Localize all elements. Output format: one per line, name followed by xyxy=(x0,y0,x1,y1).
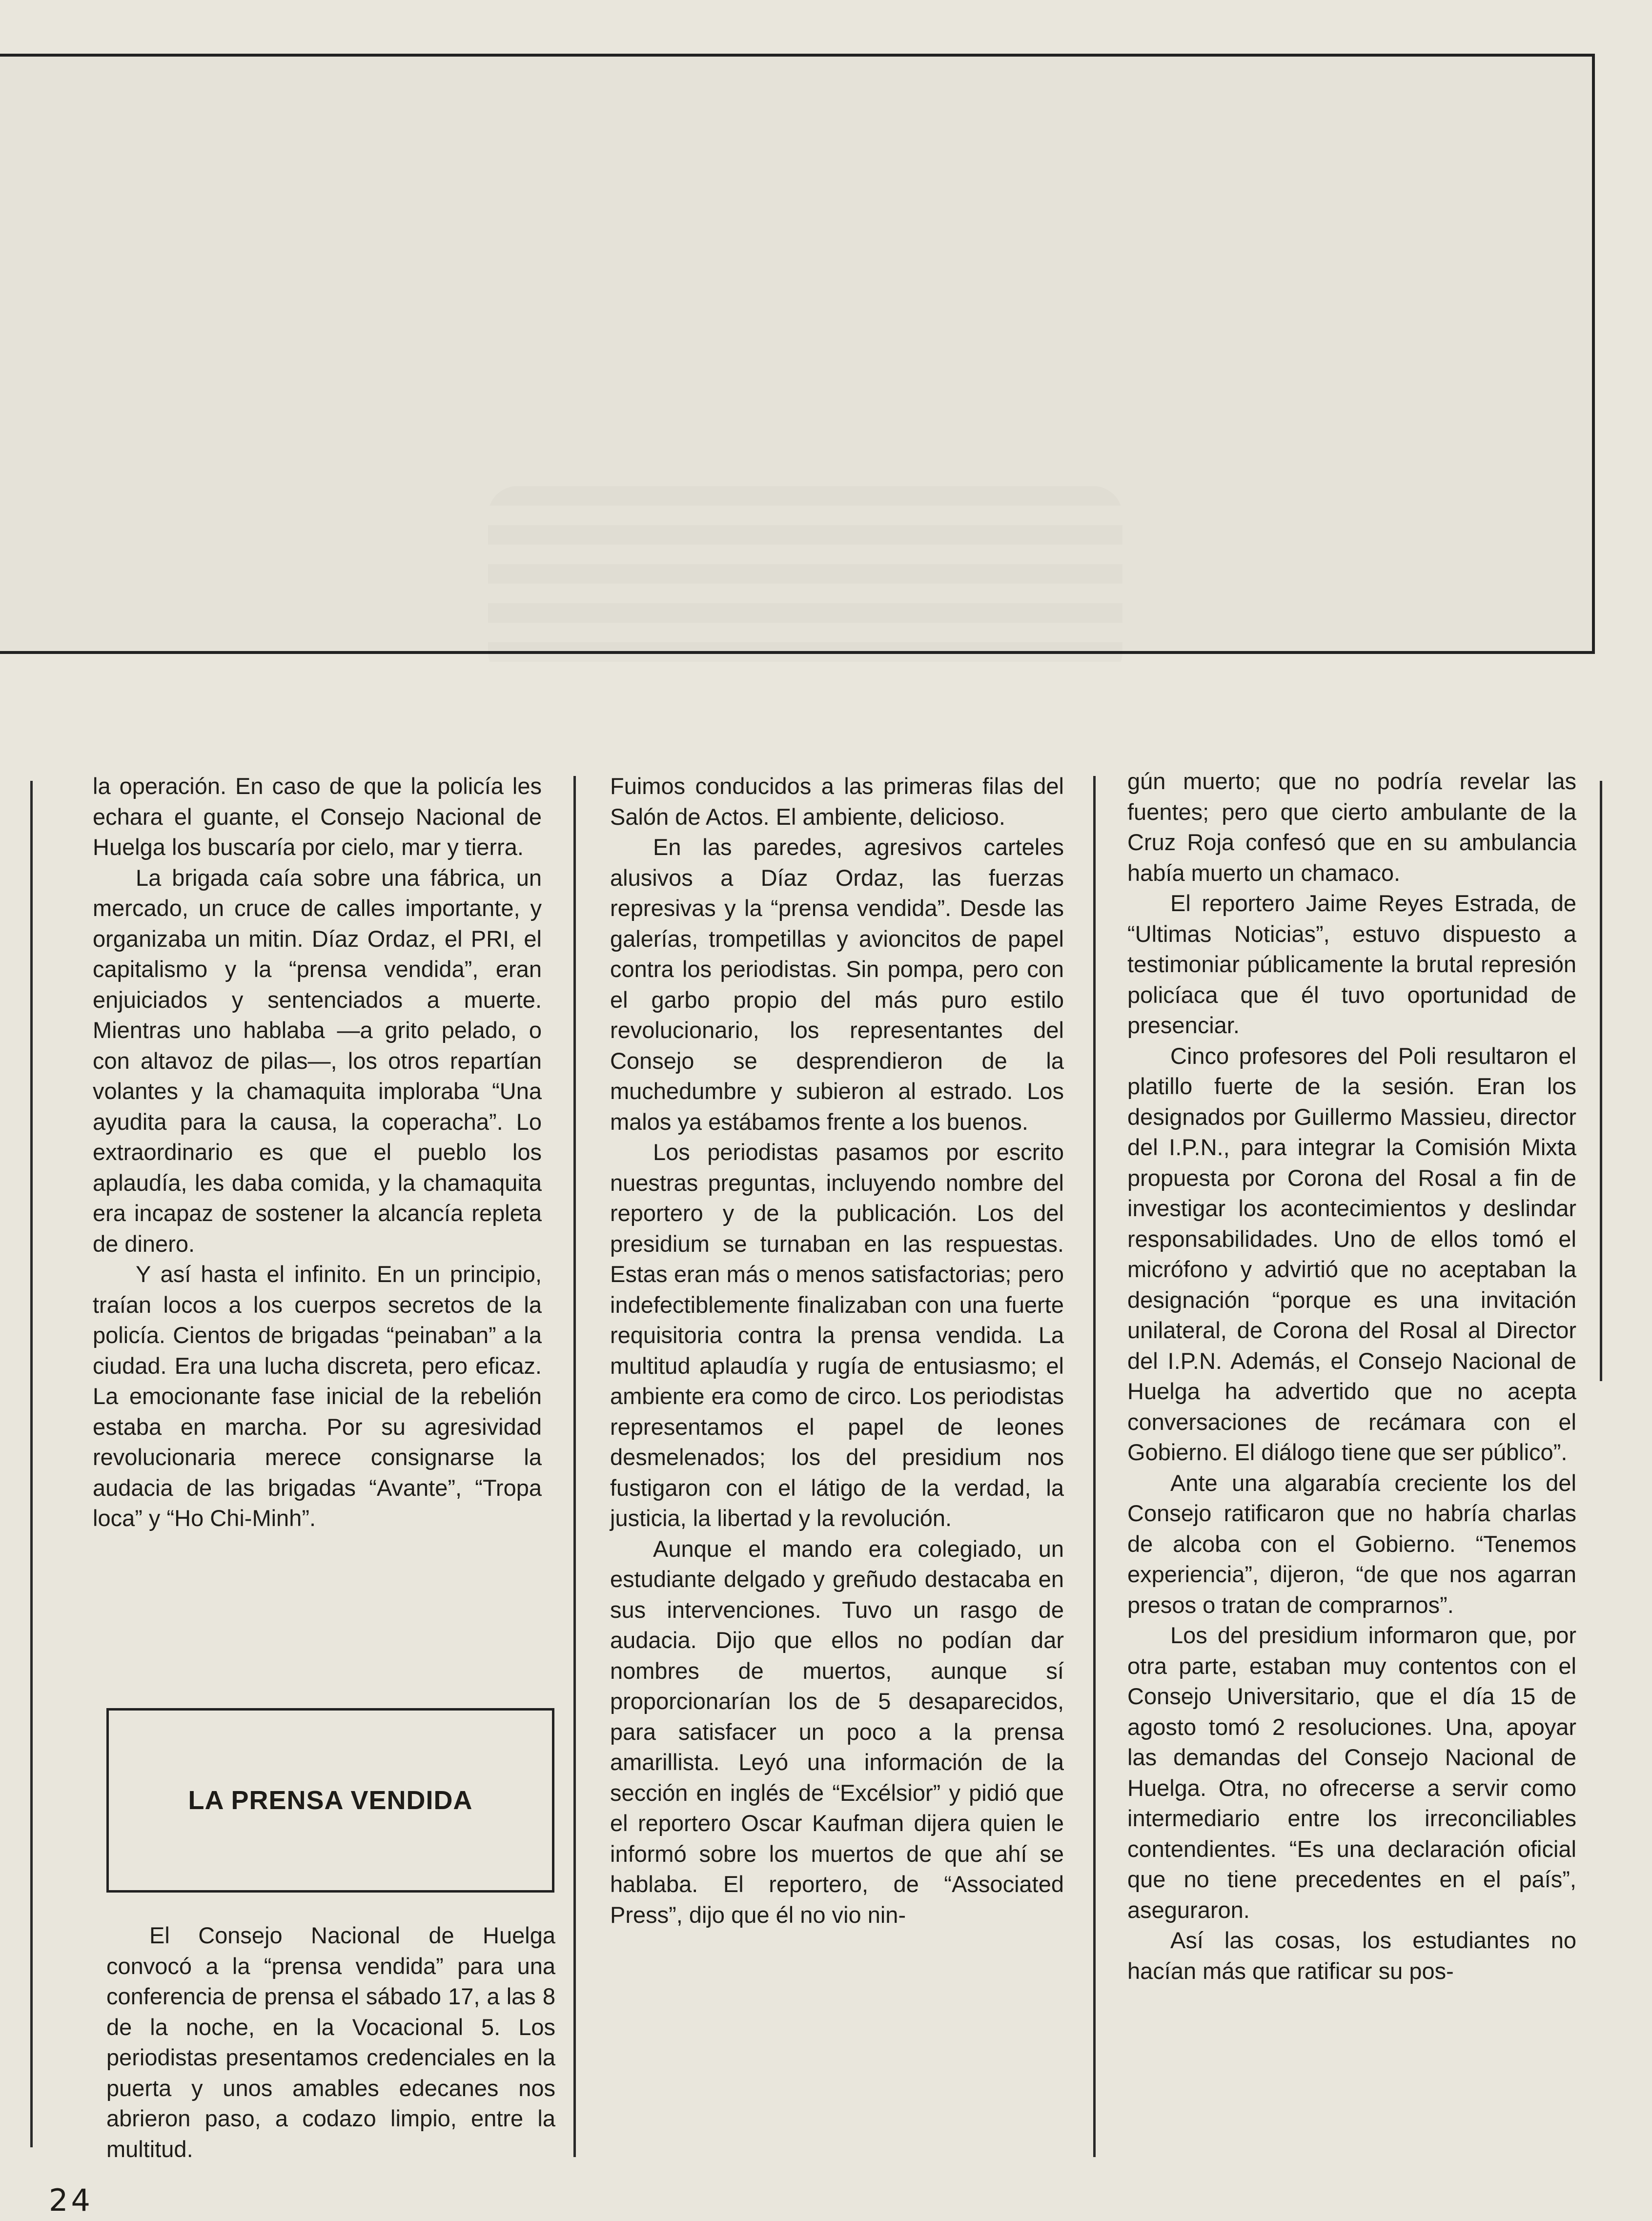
page-number: 24 xyxy=(49,2182,93,2218)
faded-headline-image xyxy=(488,486,1122,681)
paragraph: La brigada caía sobre una fábrica, un mercado, un cruce de calles importante, y organizaba un mitin. Díaz Ordaz, el PRI, el capitalismo y la “prensa vendida”, eran enjuiciados y sentenciados a muerte. Mientras uno hablaba —a grito pelado, o con altavoz de pilas—, los otros repartían volantes y la chamaquita imploraba “Una ayudita para la causa, la coperacha”. Lo extraordinario es que el pueblo los aplaudía, les daba comida, y la chamaquita era incapaz de sostener la alcancía repleta de dinero. xyxy=(93,864,542,1257)
paragraph: Y así hasta el infinito. En un principio, traían locos a los cuerpos secretos de la policía. Cientos de brigadas “peinaban” a la ciudad. Era una lucha discreta, pero eficaz. La emocionante fase inicial de la rebelión estaba en marcha. Por su agresividad revolucionaria merece consignarse la audacia de las brigadas “Avante”, “Tropa loca” y “Ho Chi-Minh”. xyxy=(93,1261,542,1531)
paragraph: El reportero Jaime Reyes Estrada, de “Ultimas Noticias”, estuvo dispuesto a testimoniar públicamente la brutal represión policíaca que él tuvo oportunidad de presenciar. xyxy=(1127,890,1576,1038)
article-column-1 xyxy=(93,771,542,1534)
paragraph: Cinco profesores del Poli resultaron el platillo fuerte de la sesión. Eran los designados por Guillermo Massieu, director del I.P.N., para integrar la Comisión Mixta propuesta por Corona del Rosal a fin de investigar los acontecimientos y deslindar responsabilidades. Uno de ellos tomó el micrófono y advirtió que no aceptaban la designación “porque es una invitación unilateral, de Corona del Rosal al Director del I.P.N. Además, el Consejo Nacional de Huelga ha advertido que no acepta conversaciones de recámara con el Gobierno. El diálogo tiene que ser público”. xyxy=(1127,1042,1576,1465)
subheading: LA PRENSA VENDIDA xyxy=(188,1786,473,1815)
paragraph: Ante una algarabía creciente los del Consejo ratificaron que no habría charlas de alcoba con el Gobierno. “Tenemos experiencia”, dijeron, “de que nos agarran presos o tratan de comprarnos”. xyxy=(1127,1469,1576,1618)
article-column-2 xyxy=(610,771,1064,1930)
column-rule-right xyxy=(1600,781,1602,1381)
subheading-box xyxy=(106,1708,554,1893)
paragraph: Fuimos conducidos a las primeras filas del Salón de Actos. El ambiente, delicioso. xyxy=(610,773,1064,830)
column-rule-left xyxy=(30,781,33,2147)
paragraph: Así las cosas, los estudiantes no hacían más que ratificar su pos- xyxy=(1127,1927,1576,1984)
paragraph: Los periodistas pasamos por escrito nuestras preguntas, incluyendo nombre del reportero y de la publicación. Los del presidium se turnaban en las respuestas. Estas eran más o menos satisfactorias; pero indefectiblemente finalizaban con una fuerte requisitoria contra la prensa vendida. La multitud aplaudía y rugía de entusiasmo; el ambiente era como de circo. Los periodistas representamos el papel de leones desmelenados; los del presidium nos fustigaron con el látigo de la verdad, la justicia, la libertad y la revolución. xyxy=(610,1139,1064,1531)
article-column-3 xyxy=(1127,766,1576,1986)
column-rule-2 xyxy=(1093,776,1096,2157)
paragraph: la operación. En caso de que la policía les echara el guante, el Consejo Nacional de Huelga los buscaría por cielo, mar y tierra. xyxy=(93,773,542,860)
paragraph: Aunque el mando era colegiado, un estudiante delgado y greñudo destacaba en sus intervenciones. Tuvo un rasgo de audacia. Dijo que ellos no podían dar nombres de muertos, aunque sí proporcionarían los de 5 desaparecidos, para satisfacer un poco a la prensa amarillista. Leyó una información de la sección en inglés de “Excélsior” y pidió que el reportero Oscar Kaufman dijera quien le informó sobre los muertos de que ahí se hablaba. El reportero, de “Associated Press”, dijo que él no vio nin- xyxy=(610,1535,1064,1928)
paragraph: gún muerto; que no podría revelar las fuentes; pero que cierto ambulante de la Cruz Roja confesó que en su ambulancia había muerto un chamaco. xyxy=(1127,768,1576,886)
article-column-1-continued xyxy=(106,1920,555,2164)
paragraph: Los del presidium informaron que, por otra parte, estaban muy contentos con el Consejo Universitario, que el día 15 de agosto tomó 2 resoluciones. Una, apoyar las demandas del Consejo Nacional de Huelga. Otra, no ofrecerse a servir como intermediario entre los irreconciliables contendientes. “Es una declaración oficial que no tiene precedentes en el país”, aseguraron. xyxy=(1127,1622,1576,1923)
column-rule-1 xyxy=(573,776,576,2157)
top-image-frame xyxy=(0,54,1595,654)
paragraph: En las paredes, agresivos carteles alusivos a Díaz Ordaz, las fuerzas represivas y la “prensa vendida”. Desde las galerías, trompetillas y avioncitos de papel contra los periodistas. Sin pompa, pero con el garbo propio del más puro estilo revolucionario, los representantes del Consejo se desprendieron de la muchedumbre y subieron al estrado. Los malos ya estábamos frente a los buenos. xyxy=(610,834,1064,1135)
paragraph: El Consejo Nacional de Huelga convocó a la “prensa vendida” para una conferencia de prensa el sábado 17, a las 8 de la noche, en la Vocacional 5. Los periodistas presentamos credenciales en la puerta y unos amables edecanes nos abrieron paso, a codazo limpio, entre la multitud. xyxy=(106,1922,555,2162)
